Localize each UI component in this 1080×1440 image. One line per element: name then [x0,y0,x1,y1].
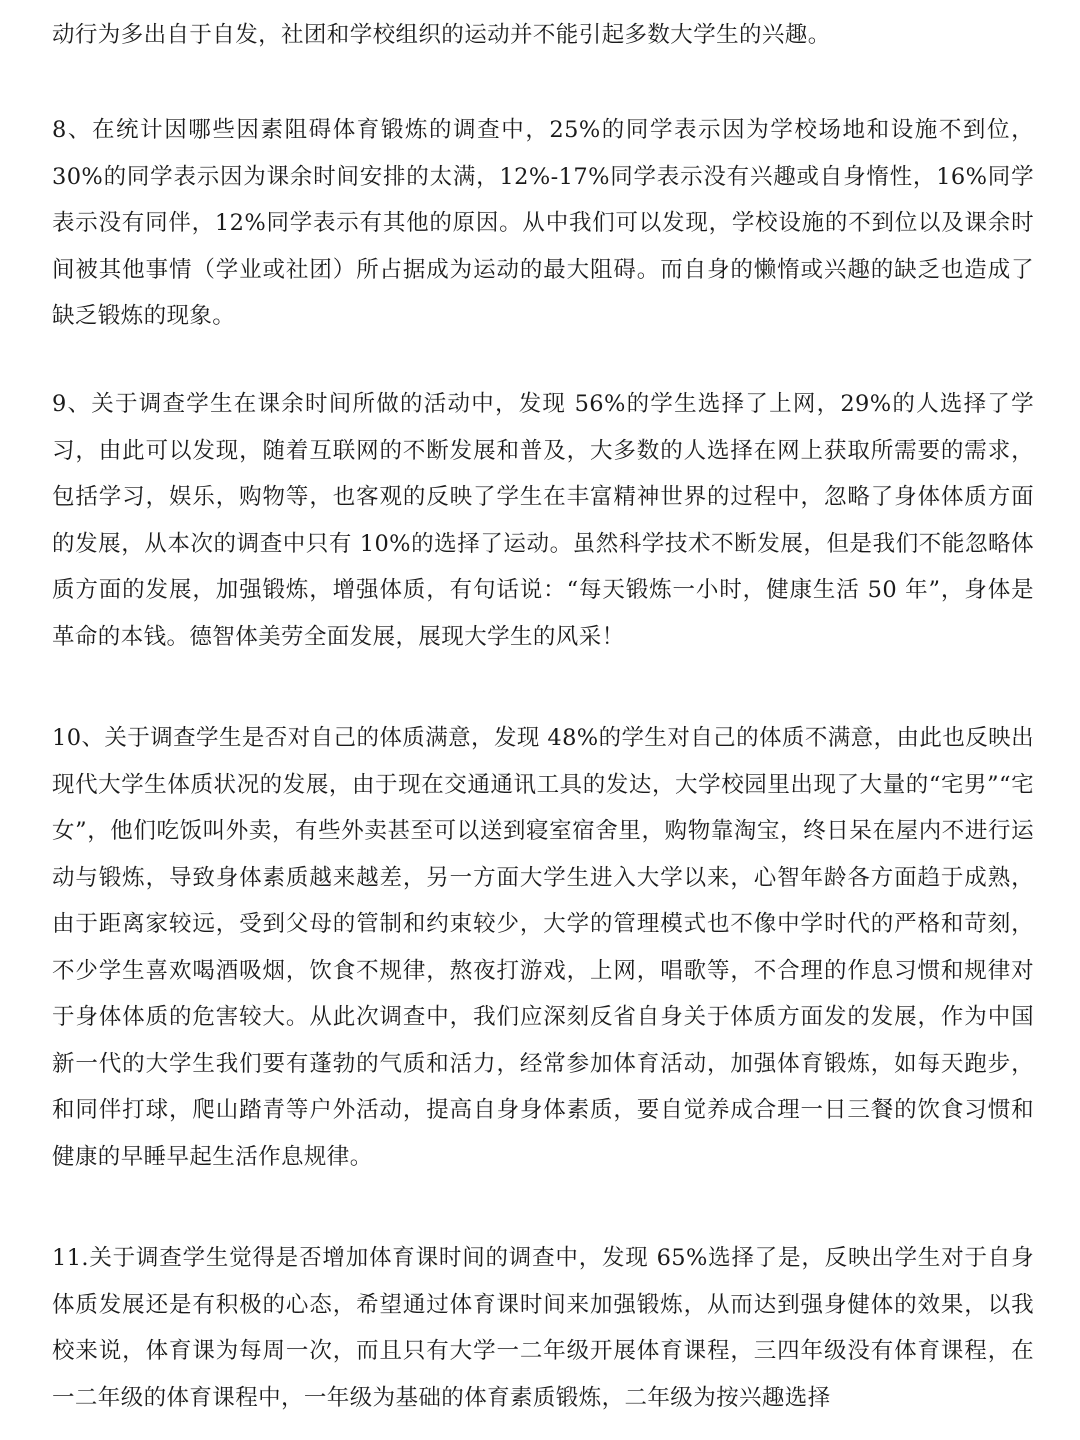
paragraph-item-9: 9、关于调查学生在课余时间所做的活动中，发现 56%的学生选择了上网，29%的人选择了学习，由此可以发现，随着互联网的不断发展和普及，大多数的人选择在网上获取所需要的需求，包括学习，娱乐，购物等，也客观的反映了学生在丰富精神世界的过程中，忽略了身体体质方面的发展，从本次的调查中只有 10%的选择了运动。虽然科学技术不断发展，但是我们不能忽略体质方面的发展，加强锻炼，增强体质，有句话说：“每天锻炼一小时，健康生活 50 年”，身体是革命的本钱。德智体美劳全面发展，展现大学生的风采！ [52,391,1034,650]
paragraph-item-8: 8、在统计因哪些因素阻碍体育锻炼的调查中，25%的同学表示因为学校场地和设施不到位，30%的同学表示因为课余时间安排的太满，12%-17%同学表示没有兴趣或自身惰性，16%同学表示没有同伴，12%同学表示有其他的原因。从中我们可以发现，学校设施的不到位以及课余时间被其他事情（学业或社团）所占据成为运动的最大阻碍。而自身的懒惰或兴趣的缺乏也造成了缺乏锻炼的现象。 [52,117,1034,329]
paragraph-item-11: 11.关于调查学生觉得是否增加体育课时间的调查中，发现 65%选择了是，反映出学生对于自身体质发展还是有积极的心态，希望通过体育课时间来加强锻炼，从而达到强身健体的效果，以我校来说，体育课为每周一次，而且只有大学一二年级开展体育课程，三四年级没有体育课程，在一二年级的体育课程中，一年级为基础的体育素质锻炼，二年级为按兴趣选择 [52,1245,1034,1411]
paragraph-continuation: 动行为多出自于自发，社团和学校组织的运动并不能引起多数大学生的兴趣。 [52,22,831,48]
paragraph-item-10: 10、关于调查学生是否对自己的体质满意，发现 48%的学生对自己的体质不满意，由此也反映出现代大学生体质状况的发展，由于现在交通通讯工具的发达，大学校园里出现了大量的“宅男”“宅女”，他们吃饭叫外卖，有些外卖甚至可以送到寝室宿舍里，购物靠淘宝，终日呆在屋内不进行运动与锻炼，导致身体素质越来越差，另一方面大学生进入大学以来，心智年龄各方面趋于成熟，由于距离家较远，受到父母的管制和约束较少，大学的管理模式也不像中学时代的严格和苛刻，不少学生喜欢喝酒吸烟，饮食不规律，熬夜打游戏，上网，唱歌等，不合理的作息习惯和规律对于身体体质的危害较大。从此次调查中，我们应深刻反省自身关于体质方面发的发展，作为中国新一代的大学生我们要有蓬勃的气质和活力，经常参加体育活动，加强体育锻炼，如每天跑步，和同伴打球，爬山踏青等户外活动，提高自身身体素质，要自觉养成合理一日三餐的饮食习惯和健康的早睡早起生活作息规律。 [52,725,1034,1170]
